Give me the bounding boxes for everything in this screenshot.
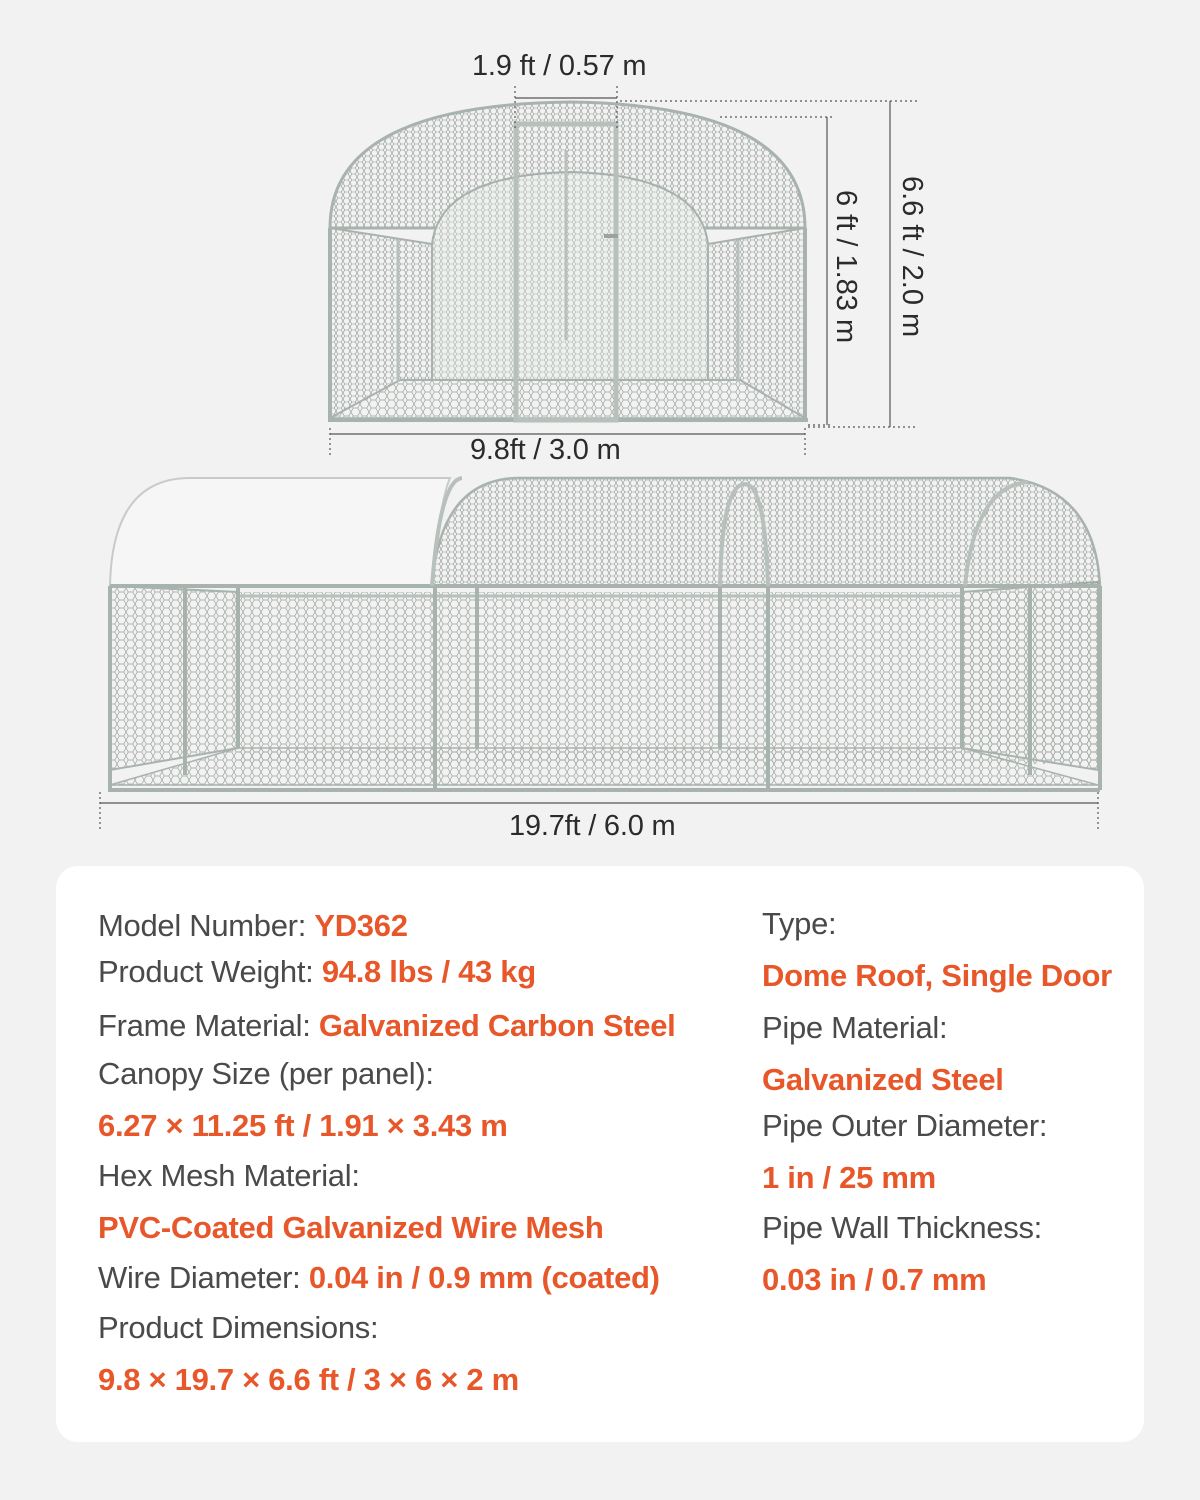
- weight-label: Product Weight:: [98, 954, 314, 989]
- pipe-material-label: Pipe Material:: [762, 1010, 948, 1045]
- frame-value: Galvanized Carbon Steel: [318, 1008, 676, 1043]
- frame-row: [98, 1008, 675, 1044]
- side-floor: [110, 748, 1098, 785]
- side-view: [108, 478, 1100, 790]
- model-label: Model Number:: [98, 908, 307, 943]
- pipe-material-value: Galvanized Steel: [762, 1062, 1004, 1097]
- wire-row: [98, 1260, 660, 1296]
- model-row: [98, 908, 408, 944]
- side-canopy: [110, 478, 450, 586]
- width-label: 9.8ft / 3.0 m: [470, 434, 621, 466]
- type-label: Type:: [762, 906, 837, 941]
- door-width-label: 1.9 ft / 0.57 m: [472, 50, 647, 82]
- mesh-value: PVC-Coated Galvanized Wire Mesh: [98, 1210, 604, 1245]
- pipe-wall-value: 0.03 in / 0.7 mm: [762, 1262, 987, 1297]
- frame-label: Frame Material:: [98, 1008, 311, 1043]
- canopy-label: Canopy Size (per panel):: [98, 1056, 434, 1091]
- front-view: [328, 102, 808, 420]
- front-floor: [330, 380, 805, 418]
- weight-value: 94.8 lbs / 43 kg: [321, 954, 536, 989]
- pipe-wall-label: Pipe Wall Thickness:: [762, 1210, 1042, 1245]
- weight-row: [98, 954, 536, 990]
- side-left-end: [110, 586, 238, 770]
- dims-label: Product Dimensions:: [98, 1310, 379, 1345]
- side-height-label: 6 ft / 1.83 m: [830, 190, 862, 344]
- pipe-od-value: 1 in / 25 mm: [762, 1160, 936, 1195]
- wire-value: 0.04 in / 0.9 mm (coated): [308, 1260, 660, 1295]
- length-label: 19.7ft / 6.0 m: [509, 810, 676, 842]
- canopy-value: 6.27 × 11.25 ft / 1.91 × 3.43 m: [98, 1108, 508, 1143]
- spec-card: [56, 866, 1144, 1442]
- type-value: Dome Roof, Single Door: [762, 958, 1112, 993]
- dims-value: 9.8 × 19.7 × 6.6 ft / 3 × 6 × 2 m: [98, 1362, 519, 1397]
- pipe-od-label: Pipe Outer Diameter:: [762, 1108, 1048, 1143]
- wire-label: Wire Diameter:: [98, 1260, 301, 1295]
- model-value: YD362: [314, 908, 408, 943]
- mesh-label: Hex Mesh Material:: [98, 1158, 360, 1193]
- total-height-label: 6.6 ft / 2.0 m: [896, 176, 928, 338]
